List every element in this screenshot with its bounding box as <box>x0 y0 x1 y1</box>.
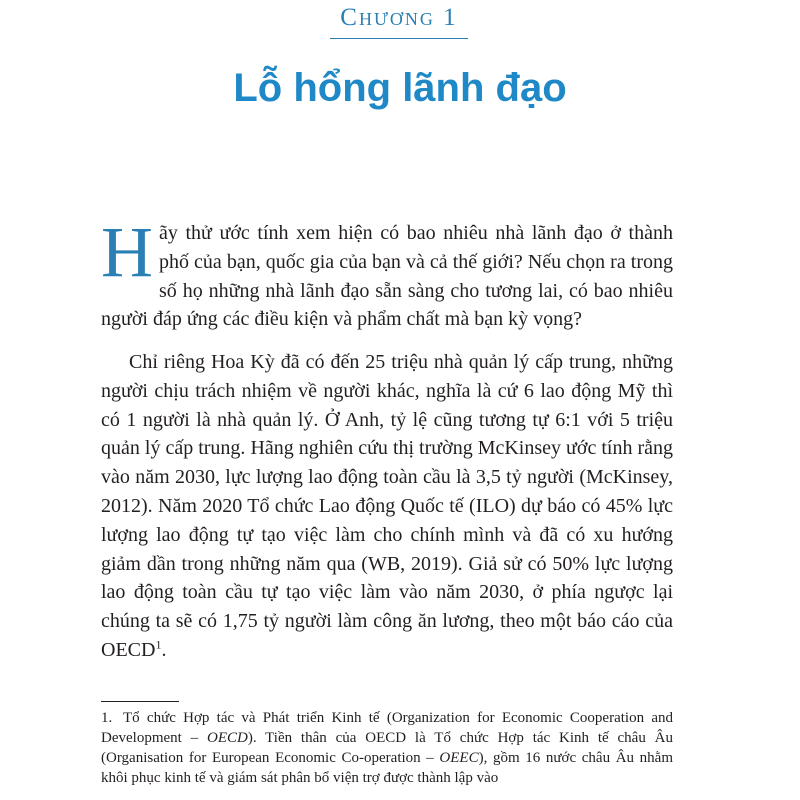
footnote-oeec: OEEC <box>439 750 479 766</box>
footnote-text-1: Tổ chức Hợp tác và Phát triển Kinh tế (Organization for Economic Cooperation and Development – <box>101 710 673 746</box>
chapter-title: Lỗ hổng lãnh đạo <box>233 66 567 110</box>
footnote-text-2: ). Tiền thân của OECD là Tổ chức Hợp tác Kinh tế châu Âu (Organisation for European Economic Co-operation – <box>101 730 673 766</box>
footnote <box>101 708 673 788</box>
footnote-text-3: ), gồm 16 nước châu Âu nhằm khôi phục kinh tế và giám sát phân bổ viện trợ được thành lập vào <box>101 750 673 786</box>
footnote-divider <box>101 701 179 702</box>
footnote-oecd: OECD <box>206 730 248 746</box>
chapter-label: Chương 1 <box>330 2 468 39</box>
paragraph-2-text: Chỉ riêng Hoa Kỳ đã có đến 25 triệu nhà quản lý cấp trung, những người chịu trách nhiệm về người khác, nghĩa là cứ 6 lao động Mỹ thì có 1 người là nhà quản lý. Ở Anh, tỷ lệ cũng tương tự 6:1 với 5 triệu quản lý cấp trung. Hãng nghiên cứu thị trường McKinsey ước tính rằng vào năm 2030, lực lượng lao động toàn cầu là 3,5 tỷ người (McKinsey, 2012). Năm 2020 Tổ chức Lao động Quốc tế (ILO) dự báo có 45% lực lượng lao động tự tạo việc làm cho chính mình và đã có xu hướng giảm dần trong những năm qua (WB, 2019). Giả sử có 50% lực lượng lao động toàn cầu tự tạo việc làm vào năm 2030, ở phía ngược lại chúng ta sẽ có 1,75 tỷ người làm công ăn lương, theo một báo cáo của OECD <box>101 351 673 661</box>
paragraph-2-end: . <box>161 638 167 661</box>
paragraph-1-text: ãy thử ước tính xem hiện có bao nhiêu nhà lãnh đạo ở thành phố của bạn, quốc gia của bạn và cả thế giới? Nếu chọn ra trong số họ những nhà lãnh đạo sẵn sàng cho tương lai, có bao nhiêu người đáp ứng các điều kiện và phẩm chất mà bạn kỳ vọng? <box>101 222 673 331</box>
footnote-reference: 1 <box>155 637 162 652</box>
paragraph-2 <box>101 348 673 665</box>
drop-cap: H <box>101 212 153 292</box>
footnote-number: 1. <box>101 710 113 726</box>
paragraph-1 <box>101 212 673 334</box>
